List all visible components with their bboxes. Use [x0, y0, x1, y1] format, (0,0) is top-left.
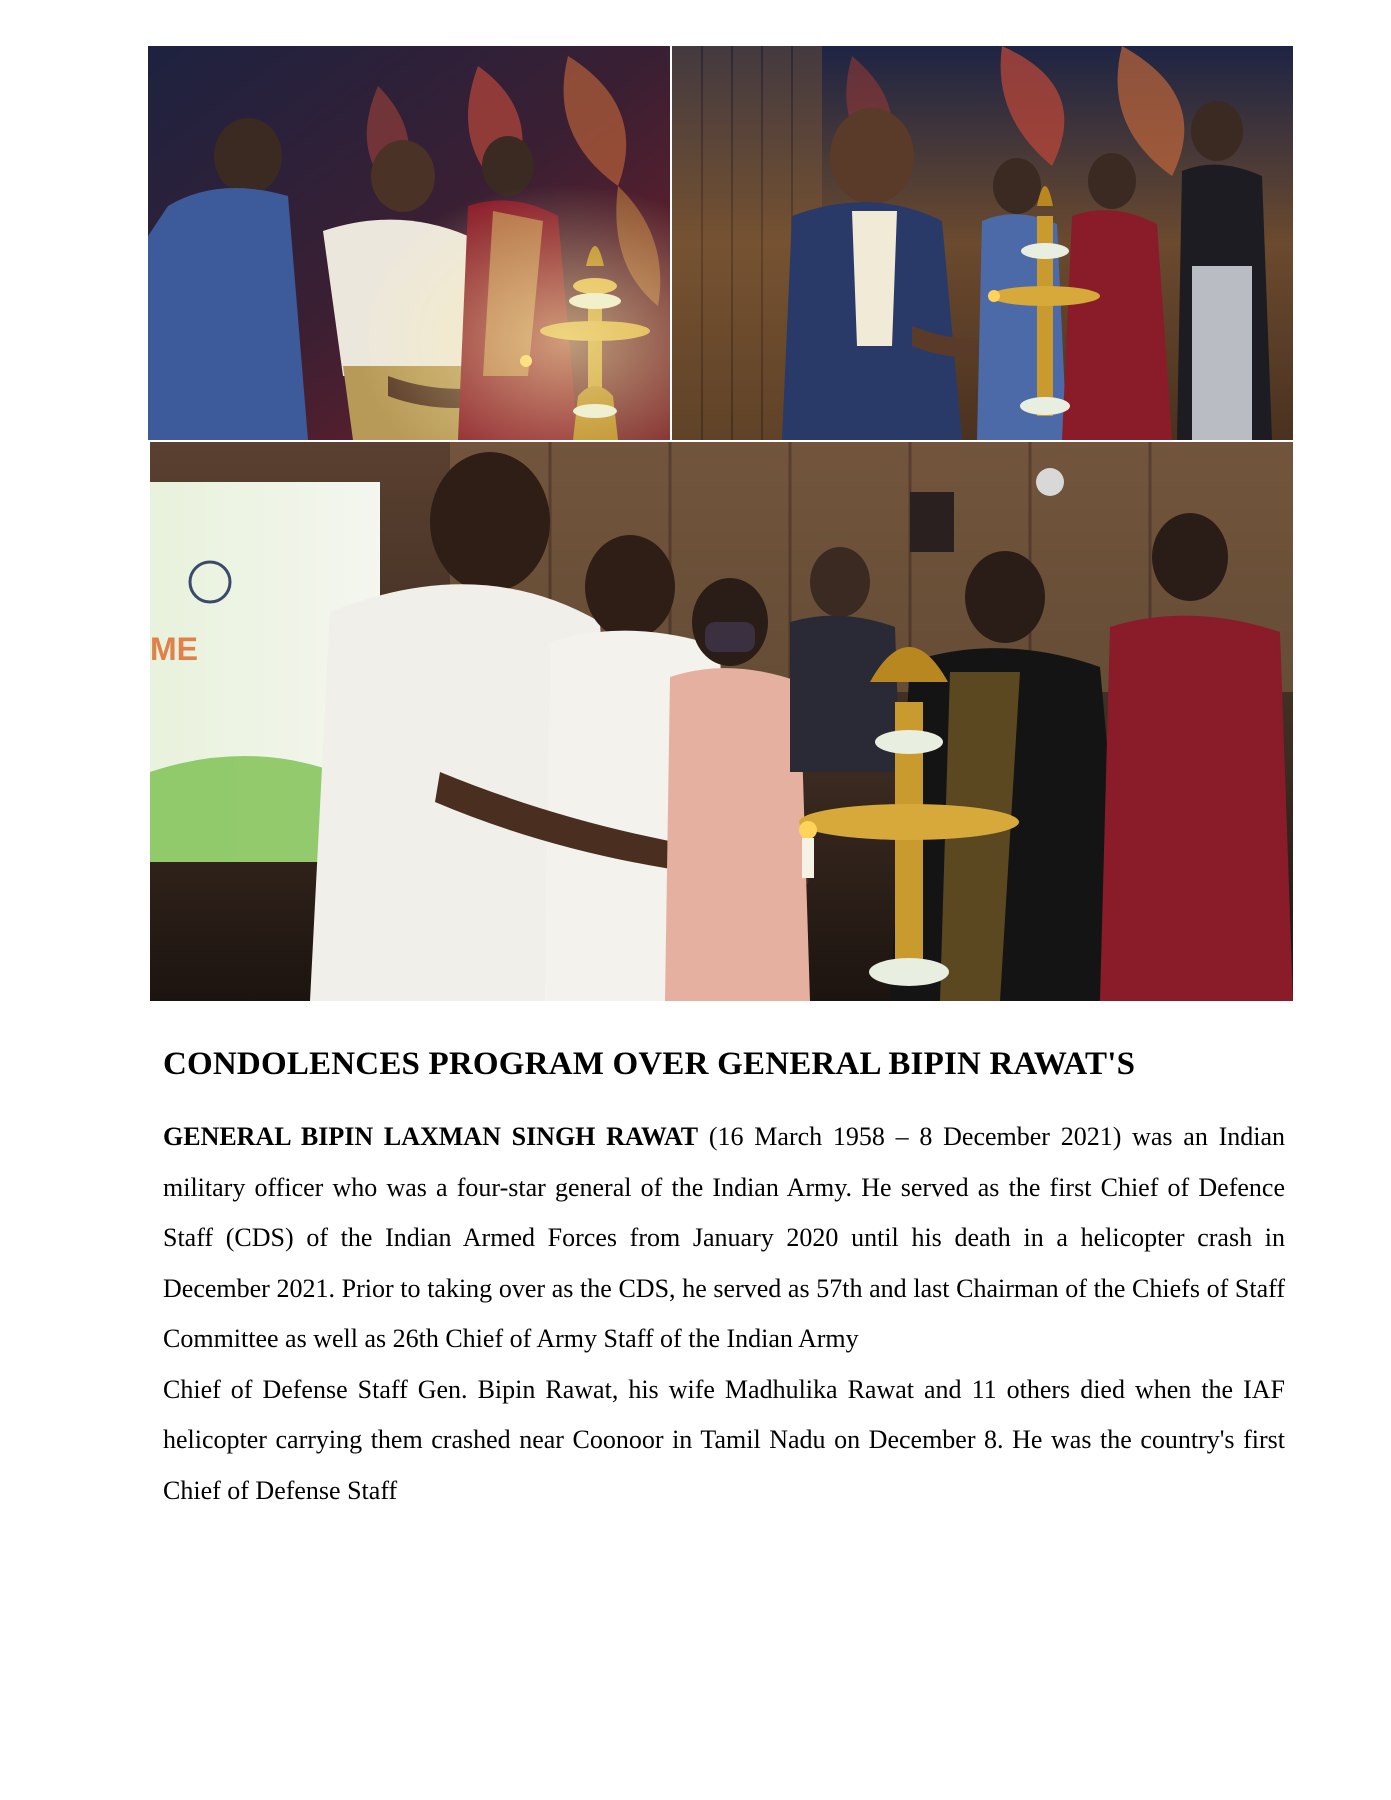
page-title: CONDOLENCES PROGRAM OVER GENERAL BIPIN RAWAT'S [163, 1046, 1136, 1082]
paragraph-crash: Chief of Defense Staff Gen. Bipin Rawat, his wife Madhulika Rawat and 11 others died when the IAF helicopter carrying them crashed near Coonoor in Tamil Nadu on December 8. He was the country's first Chief of Defense Staff [163, 1374, 1285, 1505]
paragraph-biography [163, 1112, 1285, 1365]
photo-lamp-lighting-right-image [672, 46, 1293, 440]
banner-fragment-text: ME [150, 631, 198, 667]
photo-lamp-lighting-right [672, 46, 1293, 440]
paragraph-biography-rest: (16 March 1958 – 8 December 2021) was an Indian military officer who was a four-star general of the Indian Army. He served as the first Chief of Defence Staff (CDS) of the Indian Armed Forces from January 2020 until his death in a helicopter crash in December 2021. Prior to taking over as the CDS, he served as 57th and last Chairman of the Chiefs of Staff Committee as well as 26th Chief of Army Staff of the Indian Army [163, 1122, 1285, 1353]
photo-group-lamp-lighting-image [150, 442, 1293, 1001]
photo-lamp-lighting-left [148, 46, 670, 440]
photo-group-lamp-lighting [150, 442, 1293, 1001]
paragraph-biography-lead: GENERAL BIPIN LAXMAN SINGH RAWAT [163, 1122, 699, 1151]
body-text [163, 1112, 1285, 1516]
photo-lamp-lighting-left-image [148, 46, 670, 440]
